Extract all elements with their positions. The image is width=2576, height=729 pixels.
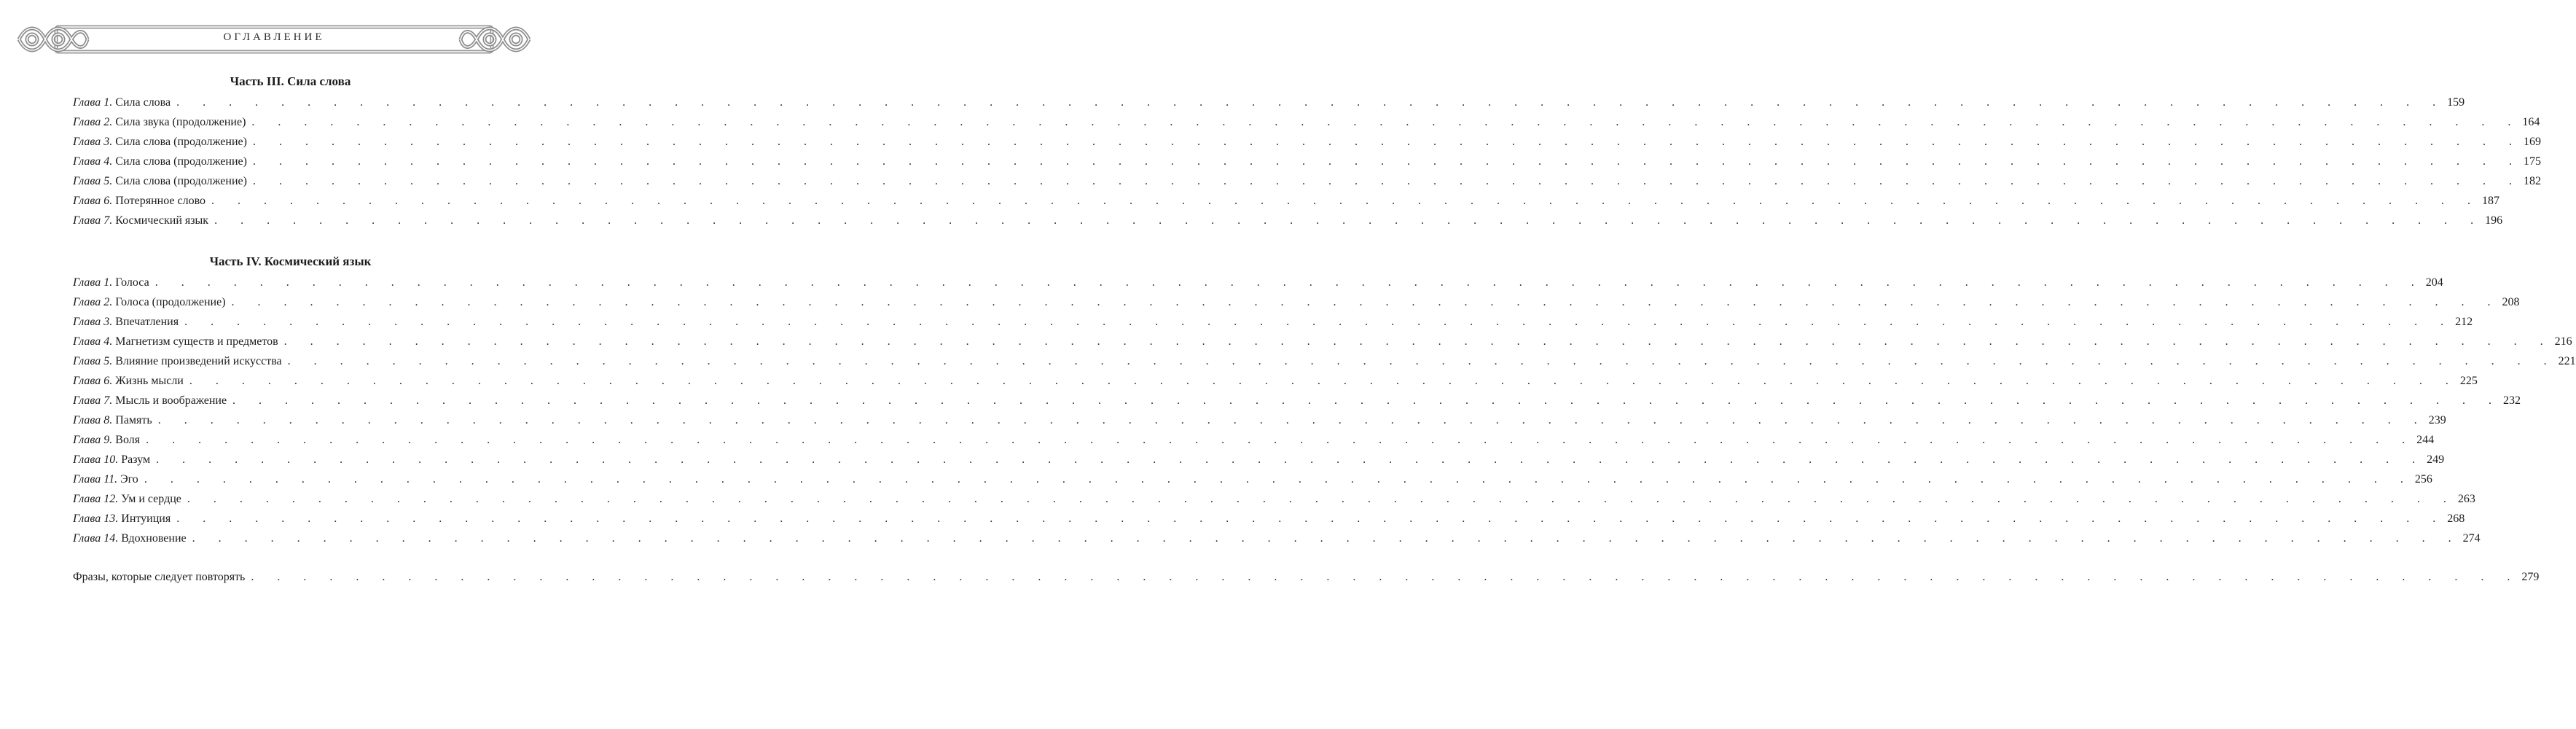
page-number: 208 xyxy=(2502,296,2520,308)
chapter-title: Сила слова (продолжение) xyxy=(115,136,247,148)
toc-entry[interactable] xyxy=(73,332,2572,351)
chapter-label: Глава 8. xyxy=(73,414,113,426)
dot-leader: . . . . . . . . . . . . . . . . . . . . . . . . . . . . . . . . . . . . . . . . . . . . . . . . . . . . . . . . . . . . . . . . . . . . . . . . . . . . . . . . . . . . . . . xyxy=(252,175,2522,187)
chapter-title: Мысль и воображение xyxy=(115,394,227,407)
page-number: 232 xyxy=(2503,394,2521,407)
chapter-label: Глава 11. xyxy=(73,473,118,486)
dot-leader: . . . . . . . . . . . . . . . . . . . . . . . . . . . . . . . . . . . . . . . . . . . . . . . . . . . . . . . . . . . . . . . . . . . . . . . . . . . . . . . . . . . . . . . xyxy=(192,532,2462,545)
page-number: 221 xyxy=(2558,355,2576,367)
chapter-title: Сила слова xyxy=(115,96,171,109)
page-number: 196 xyxy=(2485,214,2503,227)
toc-entry[interactable] xyxy=(73,430,2435,450)
page-number: 216 xyxy=(2554,335,2572,348)
page-number: 175 xyxy=(2523,155,2541,168)
page-number: 159 xyxy=(2447,96,2465,109)
page-number: 182 xyxy=(2523,175,2541,187)
chapter-title: Сила звука (продолжение) xyxy=(115,116,246,128)
dot-leader: . . . . . . . . . . . . . . . . . . . . . . . . . . . . . . . . . . . . . . . . . . . . . . . . . . . . . . . . . . . . . . . . . . . . . . . . . . . . . . . . . . . . . . . xyxy=(176,512,2446,525)
chapter-label: Глава 13. xyxy=(73,512,119,525)
page-number: 164 xyxy=(2522,116,2540,128)
toc-entry[interactable] xyxy=(73,391,2521,410)
chapter-label: Глава 4. xyxy=(73,335,113,348)
chapter-list xyxy=(73,93,2541,230)
toc-entry[interactable] xyxy=(73,171,2541,191)
chapter-label: Глава 6. xyxy=(73,195,113,207)
chapter-title: Разум xyxy=(121,453,151,466)
chapter-label: Глава 7. xyxy=(73,394,113,407)
chapter-title: Интуиция xyxy=(121,512,171,525)
page-number: 187 xyxy=(2482,195,2500,207)
toc-entry[interactable] xyxy=(73,489,2475,509)
chapter-label: Глава 7. xyxy=(73,214,113,227)
page-title: ОГЛАВЛЕНИЕ xyxy=(223,31,325,43)
page-number: 268 xyxy=(2447,512,2465,525)
chapter-title: Потерянное слово xyxy=(115,195,206,207)
toc-entry[interactable] xyxy=(73,450,2445,469)
toc-entry[interactable] xyxy=(73,132,2541,152)
chapter-title: Ум и сердце xyxy=(121,493,181,505)
chapter-title: Магнетизм существ и предметов xyxy=(115,335,278,348)
page-number: 249 xyxy=(2427,453,2445,466)
chapter-label: Глава 2. xyxy=(73,296,113,308)
header-band xyxy=(16,22,532,57)
chapter-label: Глава 1. xyxy=(73,276,113,289)
dot-leader: . . . . . . . . . . . . . . . . . . . . . . . . . . . . . . . . . . . . . . . . . . . . . . . . . . . . . . . . . . . . . . . . . . . . . . . . . . . . . . . . . . . . . . . xyxy=(251,571,2521,583)
toc-entry[interactable] xyxy=(73,152,2541,171)
toc-entry[interactable] xyxy=(73,112,2540,132)
chapter-label: Глава 3. xyxy=(73,316,113,328)
chapter-title: Впечатления xyxy=(115,316,179,328)
toc-entry[interactable] xyxy=(73,509,2465,529)
toc-entry[interactable] xyxy=(73,292,2520,312)
chapter-label: Глава 9. xyxy=(73,434,113,446)
dot-leader: . . . . . . . . . . . . . . . . . . . . . . . . . . . . . . . . . . . . . . . . . . . . . . . . . . . . . . . . . . . . . . . . . . . . . . . . . . . . . . . . . . . . . . . xyxy=(214,214,2484,227)
table-of-contents xyxy=(73,71,2576,587)
toc-entry[interactable] xyxy=(73,93,2465,112)
page-number: 212 xyxy=(2455,316,2473,328)
page-number: 263 xyxy=(2457,493,2475,505)
page-number: 239 xyxy=(2428,414,2446,426)
chapter-title: Космический язык xyxy=(115,214,209,227)
page-number: 279 xyxy=(2521,571,2540,583)
chapter-title: Влияние произведений искусства xyxy=(115,355,282,367)
dot-leader: . . . . . . . . . . . . . . . . . . . . . . . . . . . . . . . . . . . . . . . . . . . . . . . . . . . . . . . . . . . . . . . . . . . . . . . . . . . . . . . . . . . . . . . xyxy=(176,96,2446,109)
chapter-title: Жизнь мысли xyxy=(115,375,184,387)
chapter-label: Глава 6. xyxy=(73,375,113,387)
part-title: Часть IV. Космический язык xyxy=(209,254,372,268)
toc-entry[interactable] xyxy=(73,211,2503,230)
chapter-label: Глава 5. xyxy=(73,355,113,367)
chapter-title: Голоса xyxy=(115,276,149,289)
toc-entry[interactable] xyxy=(73,410,2446,430)
dot-leader: . . . . . . . . . . . . . . . . . . . . . . . . . . . . . . . . . . . . . . . . . . . . . . . . . . . . . . . . . . . . . . . . . . . . . . . . . . . . . . . . . . . . . . . xyxy=(231,296,2501,308)
dot-leader: . . . . . . . . . . . . . . . . . . . . . . . . . . . . . . . . . . . . . . . . . . . . . . . . . . . . . . . . . . . . . . . . . . . . . . . . . . . . . . . . . . . . . . . xyxy=(211,195,2481,207)
chapter-title: Вдохновение xyxy=(121,532,187,545)
chapter-list xyxy=(73,273,2576,548)
dot-leader: . . . . . . . . . . . . . . . . . . . . . . . . . . . . . . . . . . . . . . . . . . . . . . . . . . . . . . . . . . . . . . . . . . . . . . . . . . . . . . . . . . . . . . . xyxy=(232,394,2502,407)
toc-entry[interactable] xyxy=(73,273,2443,292)
chapter-label: Глава 1. xyxy=(73,96,113,109)
toc-entry[interactable] xyxy=(73,191,2500,211)
dot-leader: . . . . . . . . . . . . . . . . . . . . . . . . . . . . . . . . . . . . . . . . . . . . . . . . . . . . . . . . . . . . . . . . . . . . . . . . . . . . . . . . . . . . . . . xyxy=(283,335,2553,348)
chapter-title: Воля xyxy=(115,434,141,446)
chapter-label: Глава 3. xyxy=(73,136,113,148)
chapter-title: Сила слова (продолжение) xyxy=(115,175,247,187)
chapter-title: Эго xyxy=(120,473,138,486)
page-number: 256 xyxy=(2414,473,2432,486)
dot-leader: . . . . . . . . . . . . . . . . . . . . . . . . . . . . . . . . . . . . . . . . . . . . . . . . . . . . . . . . . . . . . . . . . . . . . . . . . . . . . . . . . . . . . . . xyxy=(154,276,2424,289)
chapter-label: Глава 4. xyxy=(73,155,113,168)
toc-entry-appendix[interactable] xyxy=(73,567,2540,587)
dot-leader: . . . . . . . . . . . . . . . . . . . . . . . . . . . . . . . . . . . . . . . . . . . . . . . . . . . . . . . . . . . . . . . . . . . . . . . . . . . . . . . . . . . . . . . xyxy=(184,316,2454,328)
dot-leader: . . . . . . . . . . . . . . . . . . . . . . . . . . . . . . . . . . . . . . . . . . . . . . . . . . . . . . . . . . . . . . . . . . . . . . . . . . . . . . . . . . . . . . . xyxy=(251,116,2521,128)
dot-leader: . . . . . . . . . . . . . . . . . . . . . . . . . . . . . . . . . . . . . . . . . . . . . . . . . . . . . . . . . . . . . . . . . . . . . . . . . . . . . . . . . . . . . . . xyxy=(157,414,2427,426)
dot-leader: . . . . . . . . . . . . . . . . . . . . . . . . . . . . . . . . . . . . . . . . . . . . . . . . . . . . . . . . . . . . . . . . . . . . . . . . . . . . . . . . . . . . . . . xyxy=(252,155,2522,168)
dot-leader: . . . . . . . . . . . . . . . . . . . . . . . . . . . . . . . . . . . . . . . . . . . . . . . . . . . . . . . . . . . . . . . . . . . . . . . . . . . . . . . . . . . . . . . xyxy=(187,493,2456,505)
page-number: 225 xyxy=(2459,375,2478,387)
toc-entry[interactable] xyxy=(73,312,2473,332)
part-title: Часть III. Сила слова xyxy=(230,74,351,88)
chapter-label: Глава 12. xyxy=(73,493,119,505)
page-number: 169 xyxy=(2523,136,2541,148)
dot-leader: . . . . . . . . . . . . . . . . . . . . . . . . . . . . . . . . . . . . . . . . . . . . . . . . . . . . . . . . . . . . . . . . . . . . . . . . . . . . . . . . . . . . . . . xyxy=(287,355,2557,367)
chapter-title: Память xyxy=(115,414,152,426)
dot-leader: . . . . . . . . . . . . . . . . . . . . . . . . . . . . . . . . . . . . . . . . . . . . . . . . . . . . . . . . . . . . . . . . . . . . . . . . . . . . . . . . . . . . . . . xyxy=(146,434,2416,446)
chapter-label: Глава 10. xyxy=(73,453,119,466)
chapter-title: Сила слова (продолжение) xyxy=(115,155,247,168)
chapter-label: Глава 2. xyxy=(73,116,113,128)
toc-entry[interactable] xyxy=(73,351,2576,371)
dot-leader: . . . . . . . . . . . . . . . . . . . . . . . . . . . . . . . . . . . . . . . . . . . . . . . . . . . . . . . . . . . . . . . . . . . . . . . . . . . . . . . . . . . . . . . xyxy=(156,453,2426,466)
dot-leader: . . . . . . . . . . . . . . . . . . . . . . . . . . . . . . . . . . . . . . . . . . . . . . . . . . . . . . . . . . . . . . . . . . . . . . . . . . . . . . . . . . . . . . . xyxy=(252,136,2522,148)
page-number: 274 xyxy=(2462,532,2481,545)
chapter-label: Глава 5. xyxy=(73,175,113,187)
toc-entry[interactable] xyxy=(73,529,2481,548)
page-number: 244 xyxy=(2416,434,2435,446)
dot-leader: . . . . . . . . . . . . . . . . . . . . . . . . . . . . . . . . . . . . . . . . . . . . . . . . . . . . . . . . . . . . . . . . . . . . . . . . . . . . . . . . . . . . . . . xyxy=(144,473,2413,486)
toc-entry[interactable] xyxy=(73,371,2478,391)
dot-leader: . . . . . . . . . . . . . . . . . . . . . . . . . . . . . . . . . . . . . . . . . . . . . . . . . . . . . . . . . . . . . . . . . . . . . . . . . . . . . . . . . . . . . . . xyxy=(189,375,2459,387)
section-spacer xyxy=(73,230,475,251)
chapter-title: Голоса (продолжение) xyxy=(115,296,226,308)
section-spacer xyxy=(73,548,475,567)
page-number: 204 xyxy=(2425,276,2443,289)
appendix-title: Фразы, которые следует повторять xyxy=(73,571,246,583)
toc-entry[interactable] xyxy=(73,469,2432,489)
chapter-label: Глава 14. xyxy=(73,532,119,545)
